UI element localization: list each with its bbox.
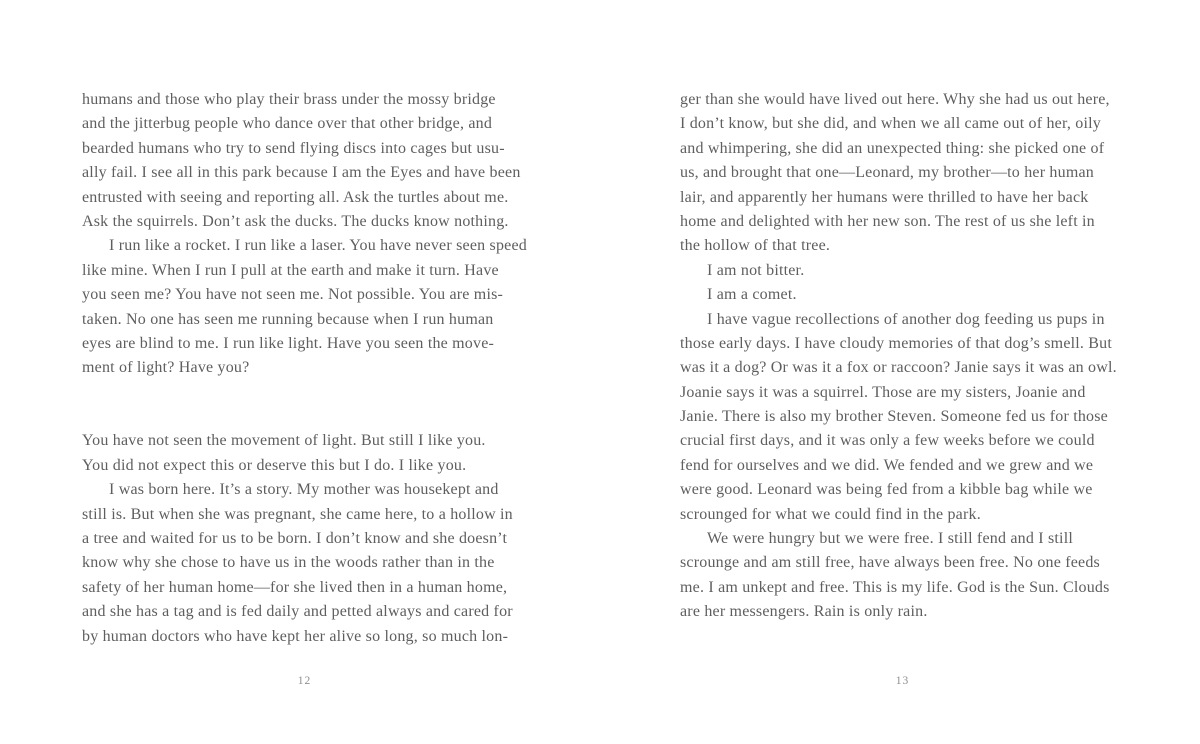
- text-line: ally fail. I see all in this park because I am the Eyes and have been: [82, 164, 521, 182]
- paragraph: [82, 88, 527, 234]
- text-line: scrounge and am still free, have always been free. No one feeds: [680, 554, 1100, 572]
- text-line: I don’t know, but she did, and when we all came out of her, oily: [680, 115, 1101, 133]
- paragraph: [680, 88, 1125, 259]
- text-line: ment of light? Have you?: [82, 359, 250, 377]
- text-line: Janie. There is also my brother Steven. Someone fed us for those: [680, 408, 1108, 426]
- text-line: bearded humans who try to send flying discs into cages but usu-: [82, 139, 505, 157]
- text-line: humans and those who play their brass under the mossy bridge: [82, 91, 496, 108]
- paragraph: [680, 527, 1125, 625]
- text-line: those early days. I have cloudy memories of that dog’s smell. But: [680, 334, 1113, 352]
- paragraph: [680, 308, 1125, 528]
- text-line: I am a comet.: [707, 286, 797, 304]
- page-right-text: [680, 88, 1125, 625]
- text-line: We were hungry but we were free. I still fend and I still: [707, 530, 1073, 548]
- text-line: I am not bitter.: [707, 261, 805, 279]
- text-line: and the jitterbug people who dance over that other bridge, and: [82, 115, 493, 133]
- text-line: Ask the squirrels. Don’t ask the ducks. The ducks know nothing.: [82, 212, 509, 230]
- text-line: ger than she would have lived out here. Why she had us out here,: [680, 91, 1110, 108]
- text-line: safety of her human home—for she lived then in a human home,: [82, 578, 508, 596]
- text-line: by human doctors who have kept her alive so long, so much lon-: [82, 627, 509, 645]
- text-line: us, and brought that one—Leonard, my brother—to her human: [680, 164, 1094, 182]
- text-line: still is. But when she was pregnant, she came here, to a hollow in: [82, 505, 513, 523]
- paragraph: [82, 234, 527, 380]
- text-line: were good. Leonard was being fed from a kibble bag while we: [680, 481, 1093, 499]
- text-line: know why she chose to have us in the woods rather than in the: [82, 554, 495, 572]
- text-line: taken. No one has seen me running because when I run human: [82, 310, 494, 328]
- text-line: eyes are blind to me. I run like light. Have you seen the move-: [82, 334, 495, 352]
- text-line: lair, and apparently her humans were thrilled to have her back: [680, 188, 1089, 206]
- text-line: I have vague recollections of another dog feeding us pups in: [707, 310, 1105, 328]
- text-line: me. I am unkept and free. This is my life. God is the Sun. Clouds: [680, 578, 1110, 596]
- paragraph: [680, 283, 1125, 307]
- text-line: You have not seen the movement of light. But still I like you.: [82, 432, 486, 450]
- text-line: a tree and waited for us to be born. I don’t know and she doesn’t: [82, 530, 508, 548]
- text-line: and she has a tag and is fed daily and petted always and cared for: [82, 603, 513, 621]
- page-right-number: 13: [895, 675, 910, 687]
- page-left-text: [82, 88, 527, 649]
- text-line: crucial first days, and it was only a few weeks before we could: [680, 432, 1095, 450]
- text-line: you seen me? You have not seen me. Not possible. You are mis-: [82, 286, 504, 304]
- text-line: home and delighted with her new son. The rest of us she left in: [680, 212, 1095, 230]
- page-left-number: 12: [297, 675, 312, 687]
- text-line: fend for ourselves and we did. We fended and we grew and we: [680, 456, 1094, 474]
- text-line: the hollow of that tree.: [680, 237, 831, 255]
- text-line: was it a dog? Or was it a fox or raccoon? Janie says it was an owl.: [680, 359, 1117, 377]
- text-line: are her messengers. Rain is only rain.: [680, 603, 928, 621]
- paragraph: [82, 429, 527, 478]
- text-line: and whimpering, she did an unexpected thing: she picked one of: [680, 139, 1105, 157]
- text-line: I run like a rocket. I run like a laser. You have never seen speed: [109, 237, 527, 255]
- text-line: entrusted with seeing and reporting all. Ask the turtles about me.: [82, 188, 509, 206]
- text-line: I was born here. It’s a story. My mother was housekept and: [109, 481, 499, 499]
- text-line: scrounged for what we could find in the park.: [680, 505, 981, 523]
- text-line: like mine. When I run I pull at the earth and make it turn. Have: [82, 261, 499, 279]
- paragraph: [680, 259, 1125, 283]
- paragraph: [82, 478, 527, 649]
- section-break: [82, 381, 527, 430]
- text-line: You did not expect this or deserve this but I do. I like you.: [82, 456, 467, 474]
- text-line: Joanie says it was a squirrel. Those are my sisters, Joanie and: [680, 383, 1086, 401]
